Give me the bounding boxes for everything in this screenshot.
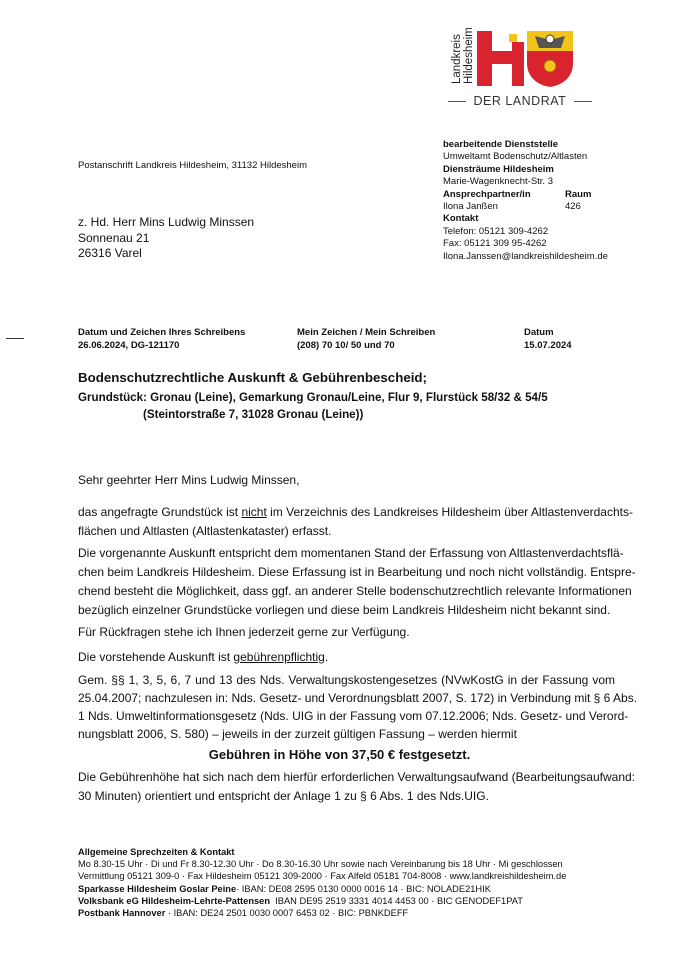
date-value: 15.07.2024 <box>524 339 572 351</box>
contact-label: Kontakt <box>443 213 479 225</box>
body-line: chen beim Landkreis Hildesheim. Diese Erfassung ist in Bearbeitung und noch nicht vollständig. Entspre- <box>78 565 636 579</box>
subject-line-2: (Steintorstraße 7, 31028 Gronau (Leine)) <box>143 408 364 421</box>
body-line: 30 Minuten) orientiert und entspricht der Anlage 1 zu § 6 Abs. 1 des Nds.UIG. <box>78 789 489 803</box>
phone: Telefon: 05121 309-4262 <box>443 225 549 237</box>
footer-hours: Mo 8.30-15 Uhr · Di und Fr 8.30-12.30 Uhr · Do 8.30-16.30 Uhr sowie nach Vereinbarung bis 18 Uhr · Mi geschlossen <box>78 859 563 870</box>
dept: Umweltamt Bodenschutz/Altlasten <box>443 151 588 163</box>
body-line: 1 Nds. Umweltinformationsgesetz (Nds. UIG in der Fassung vom 07.12.2006; Nds. Gesetz- und Verord- <box>78 709 629 723</box>
footer-phone: Vermittlung 05121 309-0 · Fax Hildesheim 05121 309-2000 · Fax Alfeld 05181 704-8008 · www.landkreishildesheim.de <box>78 871 567 882</box>
recipient-city: 26316 Varel <box>78 246 142 260</box>
body-line: Die Gebührenhöhe hat sich nach dem hierfür erforderlichen Verwaltungsaufwand (Bearbeitungsaufwand: <box>78 770 636 784</box>
footer-bank: Postbank Hannover · IBAN: DE24 2501 0030 0007 6453 02 · BIC: PBNKDEFF <box>78 908 409 919</box>
footer-bank: Sparkasse Hildesheim Goslar Peine· IBAN: DE08 2595 0130 0000 0016 14 · BIC: NOLADE21HIK <box>78 883 491 894</box>
your-reference-value: 26.06.2024, DG-121170 <box>78 339 180 351</box>
body-line: chend besteht die Möglichkeit, dass ggf. an anderer Stelle bodenschutzrechtlich relevante Informationen <box>78 584 632 598</box>
contact-box <box>443 139 608 263</box>
body-line: 25.04.2007; nachzulesen in: Nds. Gesetz- und Verordnungsblatt 2007, S. 172) in Verbindung mit § 6 Abs. <box>78 691 638 705</box>
room: 426 <box>565 200 581 212</box>
recipient-name: z. Hd. Herr Mins Ludwig Minssen <box>78 215 255 229</box>
salutation: Sehr geehrter Herr Mins Ludwig Minssen, <box>78 473 300 487</box>
subject-line-1: Grundstück: Gronau (Leine), Gemarkung Gronau/Leine, Flur 9, Flurstück 58/32 & 54/5 <box>78 391 548 404</box>
svg-text:Hildesheim: Hildesheim <box>463 28 475 84</box>
room-label: Raum <box>565 188 592 200</box>
date-label: Datum <box>524 327 554 338</box>
email-link[interactable]: Ilona.Janssen@landkreishildesheim.de <box>443 250 608 262</box>
body-line: bezüglich einzelner Grundstücke vorliegen und diese beim Landkreis Hildesheim nicht bekannt sind. <box>78 603 611 617</box>
svg-text:Landkreis: Landkreis <box>451 34 463 84</box>
landrat-subtitle <box>448 94 592 108</box>
your-reference-label: Datum und Zeichen Ihres Schreibens <box>78 327 246 338</box>
fee-statement: Gebühren in Höhe von 37,50 € festgesetzt. <box>208 747 471 762</box>
subtitle-text: DER LANDRAT <box>473 94 567 108</box>
rooms-label: Diensträume Hildesheim <box>443 163 554 175</box>
my-reference-value: (208) 70 10/ 50 und 70 <box>297 339 395 351</box>
footer <box>78 846 566 919</box>
recipient-street: Sonnenau 21 <box>78 230 150 245</box>
body-line: flächen und Altlasten (Altlastenkataster) erfasst. <box>78 524 332 538</box>
your-reference <box>78 327 245 352</box>
subject-title: Bodenschutzrechtliche Auskunft & Gebührenbescheid; <box>78 370 427 385</box>
fold-mark <box>6 338 24 339</box>
my-reference <box>297 327 435 352</box>
my-reference-label: Mein Zeichen / Mein Schreiben <box>297 327 436 338</box>
emphasis-nicht: nicht <box>241 505 267 519</box>
body-line: das angefragte Grundstück ist nicht im Verzeichnis des Landkreises Hildesheim über Altlastenverdachts- <box>78 505 633 519</box>
dept-label: bearbeitende Dienststelle <box>443 139 559 150</box>
emphasis-fee-required: gebührenpflichtig <box>233 650 325 664</box>
body-line: Die vorstehende Auskunft ist gebührenpflichtig. <box>78 650 329 664</box>
date <box>524 327 572 352</box>
body-line: Die vorgenannte Auskunft entspricht dem momentanen Stand der Erfassung von Altlastenverdachtsflä- <box>78 546 624 560</box>
body-line: nungsblatt 2006, S. 580) – jeweils in der zurzeit gültigen Fassung – werden hiermit <box>78 727 517 741</box>
footer-title: Allgemeine Sprechzeiten & Kontakt <box>78 847 235 857</box>
footer-bank: Volksbank eG Hildesheim-Lehrte-Pattensen IBAN DE95 2519 3331 4014 4453 00 · BIC GENODEF1PAT <box>78 895 523 906</box>
landkreis-logo <box>445 28 575 90</box>
person: Ilona Janßen <box>443 200 498 212</box>
recipient-address <box>78 215 254 262</box>
body-line: Für Rückfragen stehe ich Ihnen jederzeit gerne zur Verfügung. <box>78 625 410 639</box>
rooms: Marie-Wagenknecht-Str. 3 <box>443 176 553 188</box>
person-label: Ansprechpartner/in <box>443 188 531 200</box>
body-line: Gem. §§ 1, 3, 5, 6, 7 und 13 des Nds. Verwaltungskostengesetzes (NVwKostG in der Fassung vom <box>78 673 615 687</box>
sender-line: Postanschrift Landkreis Hildesheim, 31132 Hildesheim <box>78 160 307 171</box>
fax: Fax: 05121 309 95-4262 <box>443 238 547 250</box>
